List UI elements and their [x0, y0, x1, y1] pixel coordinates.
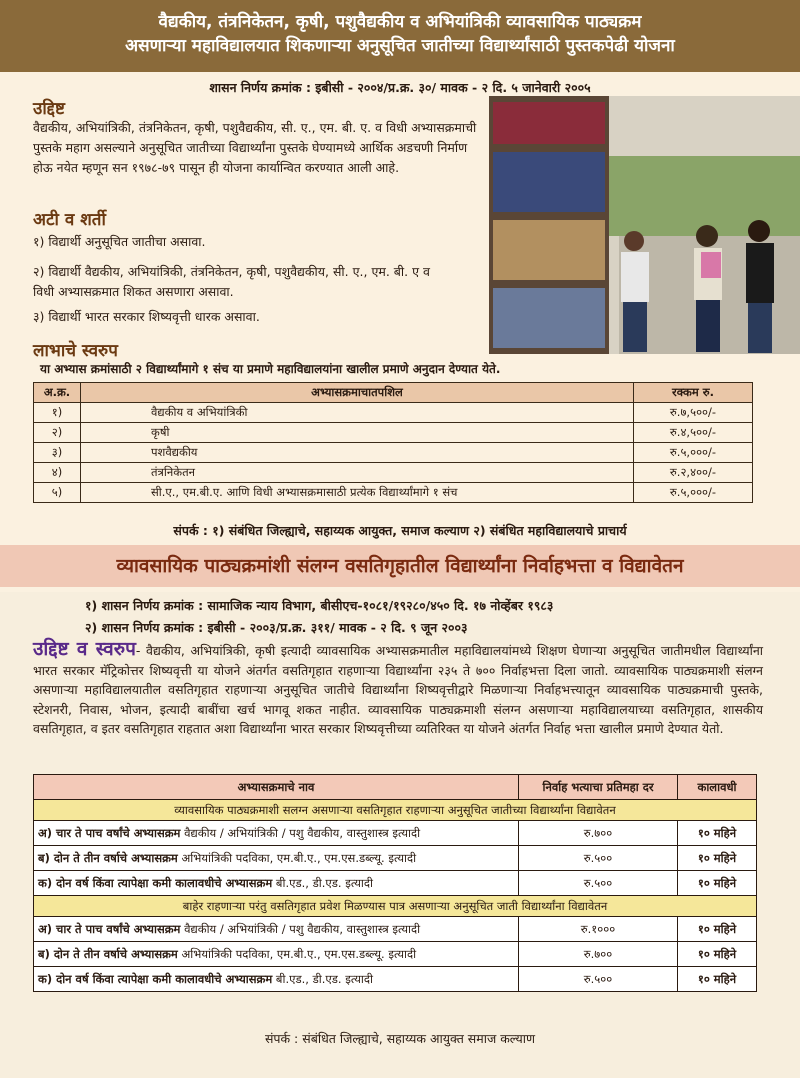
row-course-type: अ) चार ते पाच वर्षांचे अभ्यासक्रम [38, 825, 181, 840]
row-course: तंत्रनिकेतन [81, 463, 634, 483]
gr-number: शासन निर्णय क्रमांक : इबीसी - २००४/प्र.क्र. ३०/ मावक - २ दि. ५ जानेवारी २००५ [209, 80, 591, 95]
row-course-detail: अभियांत्रिकी पदविका, एम.बी.ए., एम.एस.डब्ल्यू. इत्यादी [181, 946, 417, 961]
benefit-text: या अभ्यास क्रमांसाठी २ विद्यार्थ्यांमागे १ संच या प्रमाणे महाविद्यालयांना खालील प्रमाणे अनुदान देण्यात येते. [40, 362, 501, 376]
row-amount: रु.४,५००/- [634, 423, 753, 443]
row-rate: रु.७०० [519, 942, 678, 967]
row-course-type: अ) चार ते पाच वर्षांचे अभ्यासक्रम [38, 921, 181, 936]
row-duration: १० महिने [678, 917, 757, 942]
section2-title: व्यावसायिक पाठ्यक्रमांशी संलग्न वसतिगृहातील विद्यार्थ्यांना निर्वाहभत्ता व विद्यावेतन [0, 545, 800, 587]
row-sr: १) [34, 403, 81, 423]
row-course [34, 821, 519, 846]
row-rate: रु.७०० [519, 821, 678, 846]
condition-1: १) विद्यार्थी अनुसूचित जातीचा असावा. [33, 234, 206, 249]
table-row [34, 846, 757, 871]
section2-heading: उद्दिष्ट व स्वरुप [33, 638, 136, 660]
row-course [34, 942, 519, 967]
col-header-duration: कालावधी [678, 775, 757, 800]
table-row [34, 917, 757, 942]
objective-text: वैद्यकीय, अभियांत्रिकी, तंत्रनिकेतन, कृषी, पशुवैद्यकीय, सी. ए., एम. बी. ए. व विधी अभ्यासक्रमाची पुस्तके महाग असल्याने अनुसूचित जातीच्या विद्यार्थ्यांना पुस्तके घेण्यामध्ये आर्थिक अडचणी निर्माण होऊ नयेत म्हणून सन १९७८-७९ पासून ही योजना कार्यान्वित करण्यात आली आहे. [33, 120, 477, 175]
table-row [34, 403, 753, 423]
row-course [34, 917, 519, 942]
objective-heading: उद्दिष्ट [33, 99, 65, 119]
row-course: सी.ए., एम.बी.ए. आणि विधी अभ्यासक्रमासाठी प्रत्येक विद्यार्थ्यांमागे १ संच [81, 483, 634, 503]
book-grant-table [33, 382, 753, 503]
row-sr: ३) [34, 443, 81, 463]
condition-3: ३) विद्यार्थी भारत सरकार शिष्यवृत्ती धारक असावा. [33, 309, 260, 324]
row-course-type: ब) दोन ते तीन वर्षाचे अभ्यासक्रम [38, 850, 178, 865]
col-header-rate: निर्वाह भत्याचा प्रतिमहा दर [519, 775, 678, 800]
row-course-type: ब) दोन ते तीन वर्षाचे अभ्यासक्रम [38, 946, 178, 961]
row-course-detail: अभियांत्रिकी पदविका, एम.बी.ए., एम.एस.डब्ल्यू. इत्यादी [181, 850, 417, 865]
row-sr: ४) [34, 463, 81, 483]
row-course [34, 846, 519, 871]
col-header-amount: रक्कम रु. [634, 383, 753, 403]
row-duration: १० महिने [678, 846, 757, 871]
table-row [34, 463, 753, 483]
row-duration: १० महिने [678, 967, 757, 992]
row-duration: १० महिने [678, 871, 757, 896]
row-course-detail: बी.एड., डी.एड. इत्यादी [275, 971, 373, 986]
col-header-course: अभ्यासक्रमाचातपशिल [81, 383, 634, 403]
band-hostel: व्यावसायिक पाठ्यक्रमाशी सलग्न असणाऱ्या वसतिगृहात राहणाऱ्या अनुसूचित जातीच्या विद्यार्थ्यांना विद्यावेतन [34, 800, 757, 821]
page-header [0, 0, 800, 72]
row-amount: रु.५,०००/- [634, 443, 753, 463]
gr-line-2: २) शासन निर्णय क्रमांक : इबीसी - २००३/प्र.क्र. ३११/ मावक - २ दि. ९ जून २००३ [85, 620, 468, 635]
table-row [34, 483, 753, 503]
conditions-heading: अटी व शर्ती [33, 210, 106, 230]
table-row [34, 942, 757, 967]
row-course [34, 871, 519, 896]
students-library-illustration [489, 96, 800, 354]
row-course: कृषी [81, 423, 634, 443]
condition-2: २) विद्यार्थी वैद्यकीय, अभियांत्रिकी, तंत्रनिकेतन, कृषी, पशुवैद्यकीय, सी. ए., एम. बी. ए व विधी अभ्यासक्रमात शिकत असणारा असावा. [33, 264, 430, 299]
col-header-course: अभ्यासक्रमाचे नाव [34, 775, 519, 800]
row-rate: रु.५०० [519, 967, 678, 992]
row-course: वैद्यकीय व अभियांत्रिकी [81, 403, 634, 423]
table-row [34, 443, 753, 463]
col-header-sr: अ.क्र. [34, 383, 81, 403]
row-course-detail: वैद्यकीय / अभियांत्रिकी / पशु वैद्यकीय, वास्तुशास्त्र इत्यादी [184, 921, 421, 936]
row-amount: रु.२,४००/- [634, 463, 753, 483]
row-sr: ५) [34, 483, 81, 503]
header-line-2: असणाऱ्या महाविद्यालयात शिकणाऱ्या अनुसूचित जातीच्या विद्यार्थ्यांसाठी पुस्तकपेढी योजना [125, 36, 675, 56]
table-row [34, 821, 757, 846]
row-course: पशवैद्यकीय [81, 443, 634, 463]
gr-line-1: १) शासन निर्णय क्रमांक : सामाजिक न्याय विभाग, बीसीएच-१०८१/१९२८०/४५० दि. १७ नोव्हेंबर १९८३ [85, 598, 554, 613]
row-course [34, 967, 519, 992]
row-sr: २) [34, 423, 81, 443]
contact-line-1: संपर्क : १) संबंधित जिल्ह्याचे, सहाय्यक आयुक्त, समाज कल्याण २) संबंधित महाविद्यालयाचे प्राचार्य [173, 523, 627, 538]
table-row [34, 967, 757, 992]
row-amount: रु.७,५००/- [634, 403, 753, 423]
library-photo [489, 96, 800, 354]
stipend-table [33, 774, 757, 992]
contact-line-2: संपर्क : संबंधित जिल्ह्याचे, सहाय्यक आयुक्त समाज कल्याण [264, 1031, 536, 1046]
row-course-detail: वैद्यकीय / अभियांत्रिकी / पशु वैद्यकीय, वास्तुशास्त्र इत्यादी [184, 825, 421, 840]
row-duration: १० महिने [678, 942, 757, 967]
section2-paragraph [33, 640, 763, 739]
row-course-detail: बी.एड., डी.एड. इत्यादी [275, 875, 373, 890]
section2-text: - वैद्यकीय, अभियांत्रिकी, कृषी इत्यादी व्यावसायिक अभ्यासक्रमातील महाविद्यालयांमध्ये शिक्षण घेणाऱ्या अनुसूचित जातीमधील विद्यार्थ्यांना भारत सरकार मॅट्रिकोत्तर शिष्यवृत्ती या योजने अंतर्गत वसतिगृहात राहणाऱ्या विद्यार्थ्यांना २३५ ते ७०० निर्वाहभत्ता दिला जातो. व्यावसायिक पाठ्यक्रमाशी संलग्न असणाऱ्या महाविद्यालयातील वसतिगृहात राहणाऱ्या अनुसूचित जातीचे विद्यार्थ्यांना शिष्यवृत्तीद्वारे मिळणाऱ्या निर्वाहभत्त्यातून व्यावसायिक पाठ्यक्रमाची पुस्तके, स्टेशनरी, निवास, भोजन, इत्यादी बाबींचा खर्च भागवू शकत नाहीत. व्यावसायिक पाठ्यक्रमाशी संलग्न असणाऱ्या महाविद्यालयाच्या वसतिगृहात, शासकीय वसतिगृहात, व इतर वसतिगृहात राहतात अशा विद्यार्थ्यांना भारत सरकार शिष्यवृत्तीच्या व्यतिरिक्त या योजने अंतर्गत निर्वाह भत्ता खालील प्रमाणे देण्यात येतो. [33, 643, 763, 736]
row-rate: रु.५०० [519, 846, 678, 871]
band-outside: बाहेर राहणाऱ्या परंतु वसतिगृहात प्रवेश मिळण्यास पात्र असणाऱ्या अनुसूचित जाती विद्यार्थ्यांना विद्यावेतन [34, 896, 757, 917]
row-course-type: क) दोन वर्ष किंवा त्यापेक्षा कमी कालावधीचे अभ्यासक्रम [38, 971, 273, 986]
row-rate: रु.१००० [519, 917, 678, 942]
row-rate: रु.५०० [519, 871, 678, 896]
table-row [34, 871, 757, 896]
row-duration: १० महिने [678, 821, 757, 846]
row-amount: रु.५,०००/- [634, 483, 753, 503]
row-course-type: क) दोन वर्ष किंवा त्यापेक्षा कमी कालावधीचे अभ्यासक्रम [38, 875, 273, 890]
table-row [34, 423, 753, 443]
benefit-heading: लाभाचे स्वरुप [33, 341, 118, 361]
header-line-1: वैद्यकीय, तंत्रनिकेतन, कृषी, पशुवैद्यकीय व अभियांत्रिकी व्यावसायिक पाठ्यक्रम [158, 12, 642, 32]
